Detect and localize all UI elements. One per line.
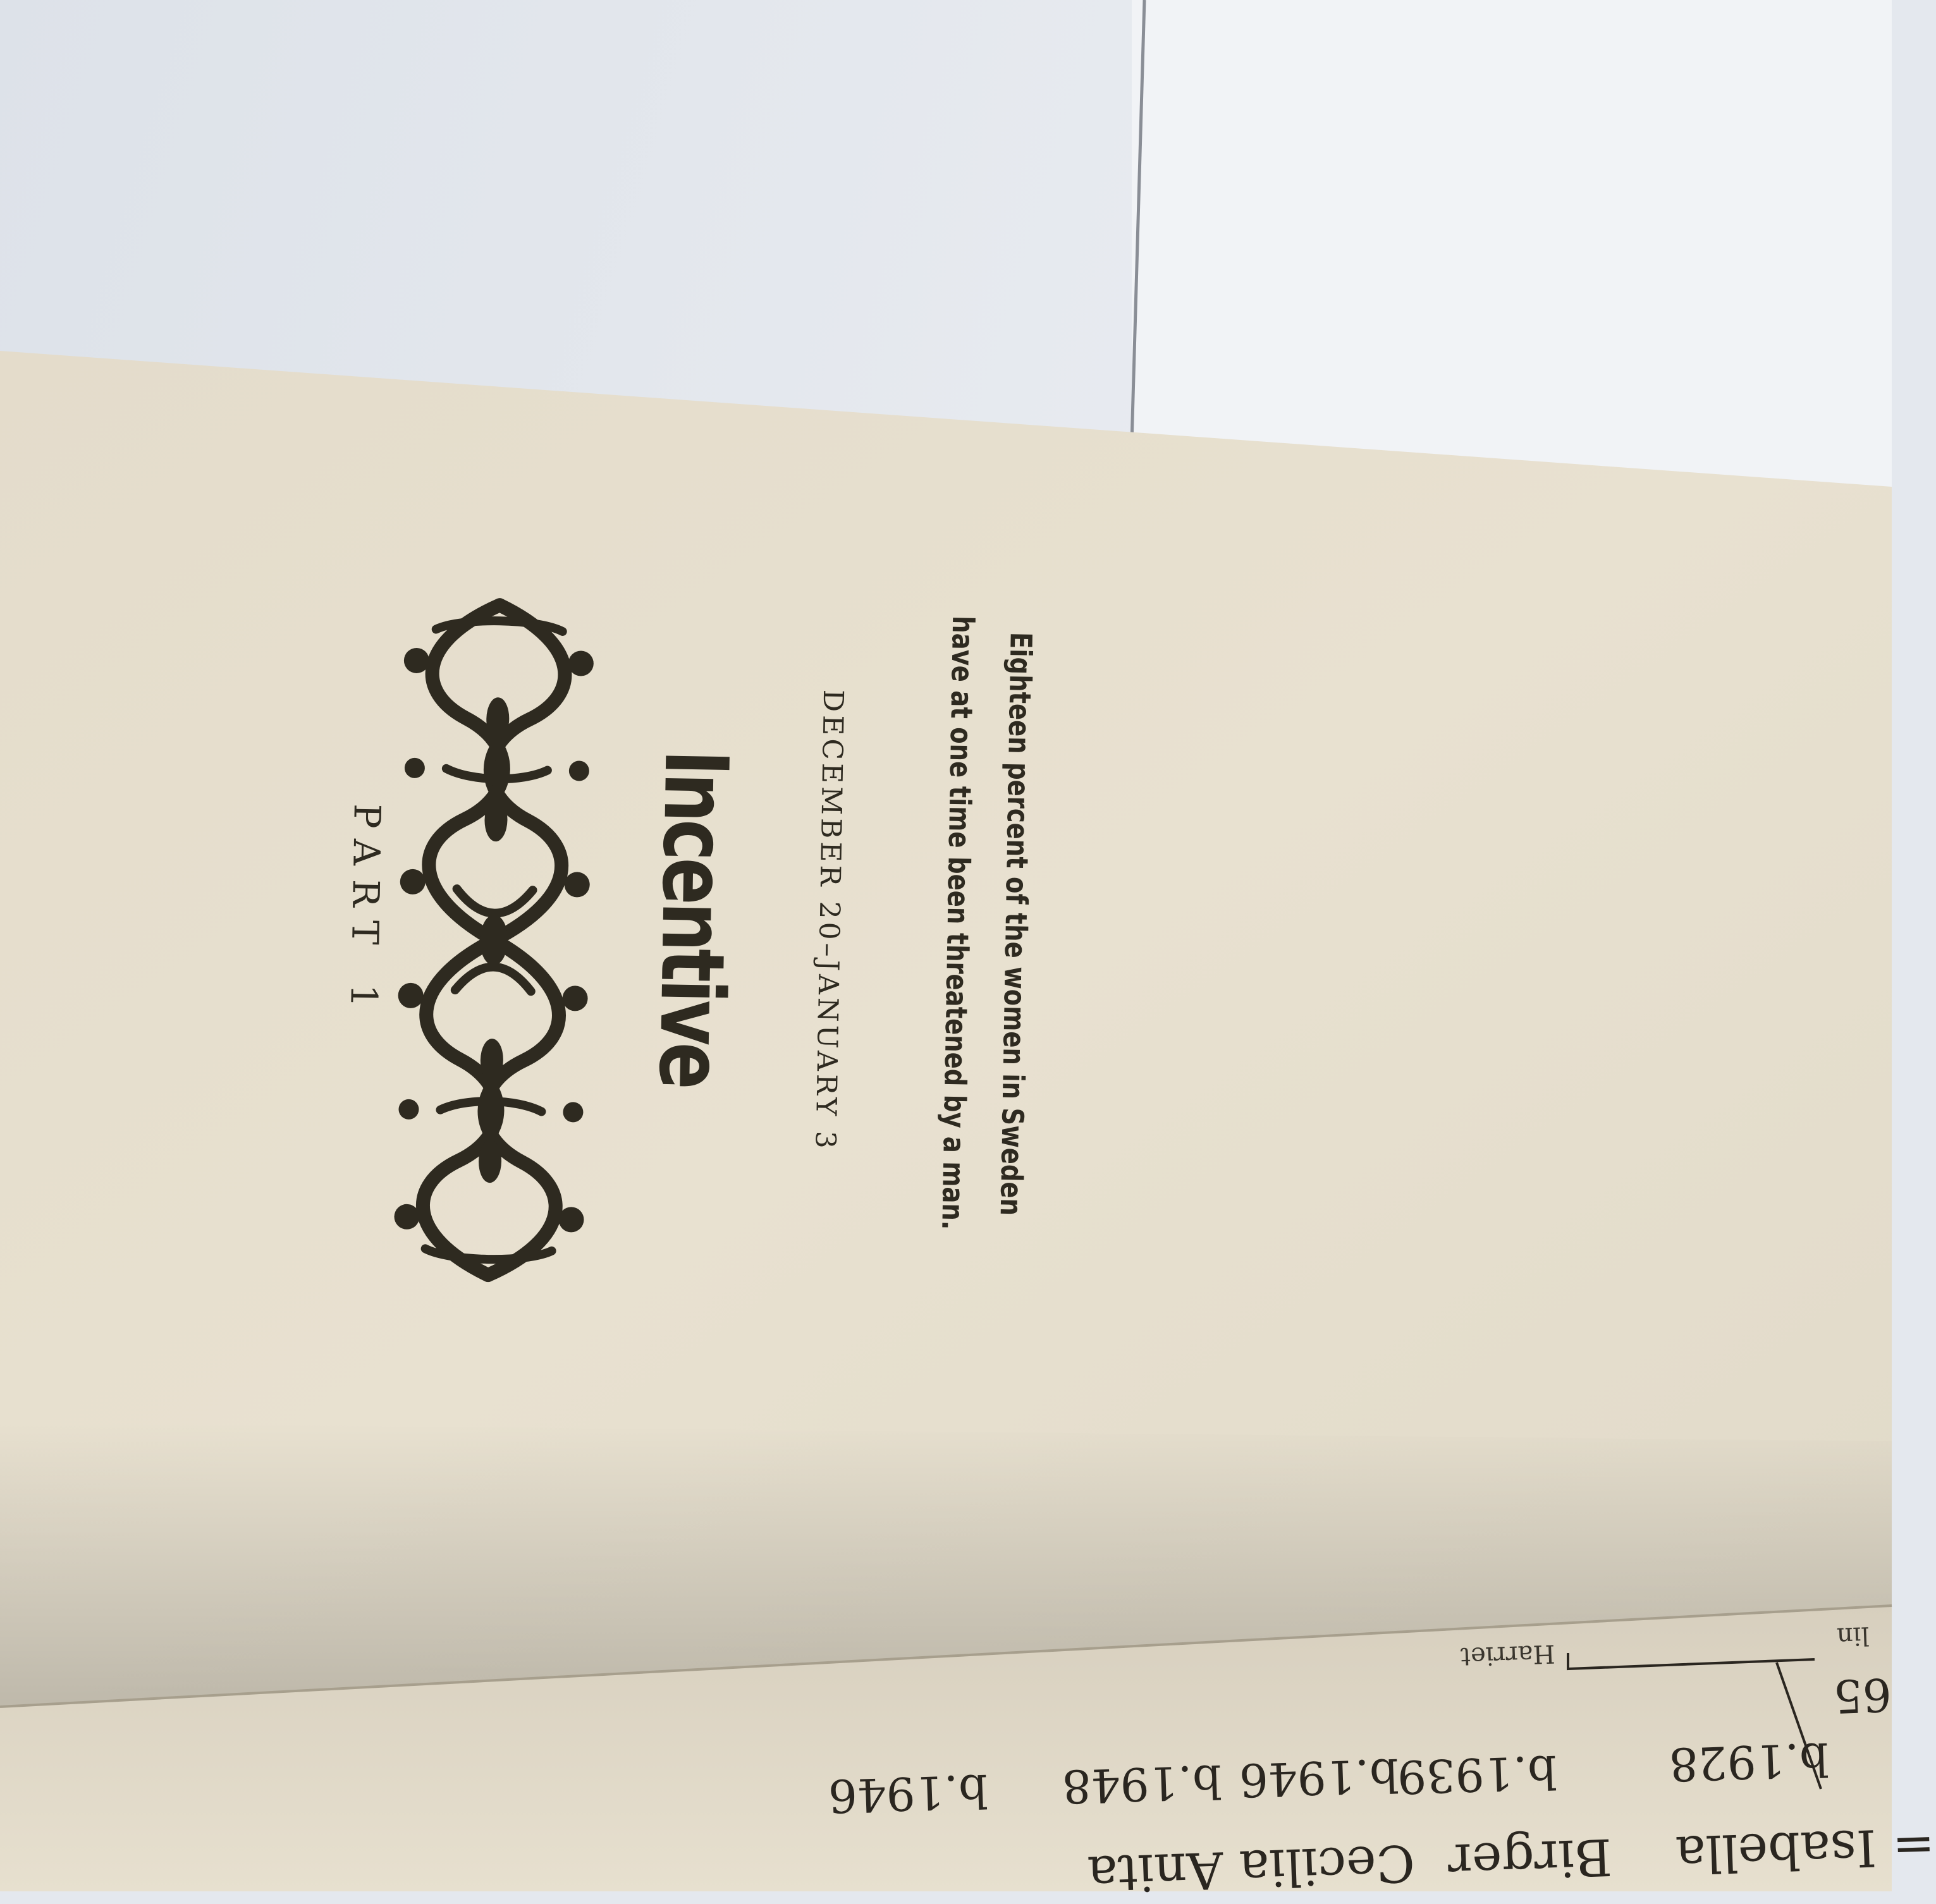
facing-year: b.1946 — [1238, 1748, 1400, 1807]
facing-year: b.1939 — [1396, 1745, 1558, 1804]
epigraph-line: Eighteen percent of the women in Sweden — [993, 632, 1038, 1216]
facing-year: b.1946 — [827, 1764, 989, 1823]
facing-fragment: Harriet — [1460, 1639, 1556, 1671]
facing-year: b.1948 — [1061, 1754, 1223, 1814]
part-title: Incentive — [639, 748, 747, 1088]
epigraph-line: have at one time been threatened by a man. — [934, 615, 981, 1231]
date-range: DECEMBER 20–JANUARY 3 — [809, 689, 850, 1152]
facing-year: b.1928 — [1668, 1732, 1830, 1791]
facing-name: Anita — [1086, 1840, 1225, 1904]
facing-name: Birger — [1447, 1827, 1613, 1892]
facing-fragment: lin — [1836, 1621, 1870, 1651]
facing-name: Cecilia — [1238, 1833, 1416, 1898]
part-label: PART 1 — [341, 803, 389, 1022]
facing-name: = Isabella — [1674, 1816, 1936, 1884]
facing-fragment: 65 — [1832, 1668, 1893, 1723]
